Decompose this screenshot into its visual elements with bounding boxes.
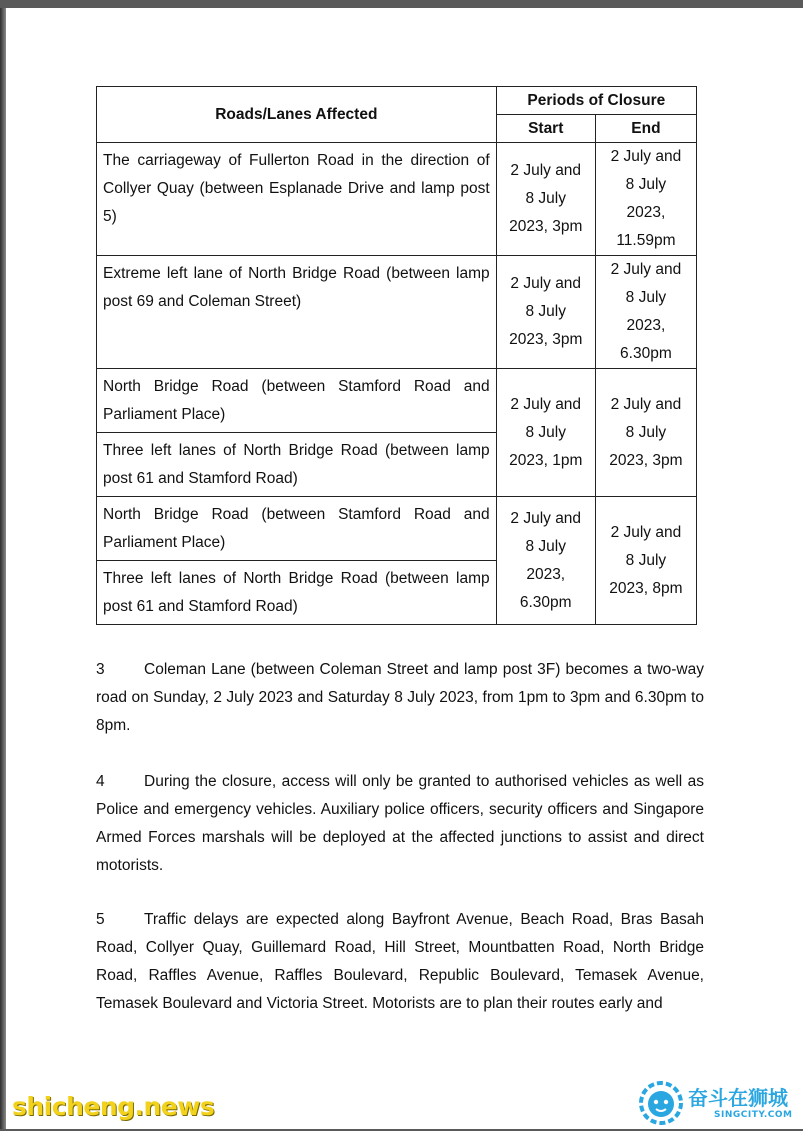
table-row	[97, 369, 697, 433]
header-start: Start	[496, 115, 595, 143]
singcity-logo	[638, 1080, 800, 1126]
paragraph-text: Traffic delays are expected along Bayfront Avenue, Beach Road, Bras Basah Road, Collyer Quay, Guillemard Road, Hill Street, Mountbatten Road, North Bridge Road, Raffles Avenue, Raffles Boulevard, Republic Boulevard, Temasek Avenue, Temasek Boulevard and Victoria Street. Motorists are to plan their routes early and	[96, 911, 704, 1012]
end-line: 8 July	[625, 289, 667, 306]
start-line: 2 July and	[510, 509, 582, 527]
road-cell: Three left lanes of North Bridge Road (between lamp post 61 and Stamford Road)	[97, 433, 497, 497]
road-cell: Extreme left lane of North Bridge Road (between lamp post 69 and Coleman Street)	[97, 256, 497, 369]
start-line: 2023, 1pm	[509, 451, 583, 469]
table-row	[97, 256, 697, 369]
start-line: 2 July and	[510, 395, 582, 413]
end-line: 2 July and	[610, 395, 682, 413]
start-line: 2023,	[526, 565, 566, 583]
road-cell: North Bridge Road (between Stamford Road and Parliament Place)	[97, 369, 497, 433]
start-line: 8 July	[525, 303, 566, 320]
end-line: 2023, 3pm	[609, 451, 683, 469]
paragraph-number: 3	[96, 661, 105, 678]
paragraph-4	[96, 768, 704, 880]
road-cell: The carriageway of Fullerton Road in the direction of Collyer Quay (between Esplanade Drive and lamp post 5)	[97, 143, 497, 256]
end-line: 6.30pm	[620, 345, 672, 362]
paragraph-number: 4	[96, 773, 105, 790]
header-roads-affected: Roads/Lanes Affected	[97, 87, 497, 143]
table-row	[97, 143, 697, 256]
end-cell	[595, 497, 696, 625]
start-line: 2023, 3pm	[509, 218, 583, 235]
end-line: 2023, 8pm	[609, 579, 683, 597]
watermark-shicheng: shicheng.news	[12, 1092, 215, 1121]
paragraph-text: Coleman Lane (between Coleman Street and lamp post 3F) becomes a two-way road on Sunday, 2 July 2023 and Saturday 8 July 2023, from 1pm to 3pm and 6.30pm to 8pm.	[96, 661, 704, 734]
logo-text-chinese: 奋斗在狮城	[688, 1086, 788, 1110]
paragraph-5	[96, 906, 704, 1018]
start-line: 2023, 3pm	[509, 331, 583, 348]
road-cell: Three left lanes of North Bridge Road (between lamp post 61 and Stamford Road)	[97, 561, 497, 625]
header-end: End	[595, 115, 696, 143]
end-line: 2 July and	[610, 523, 682, 541]
end-line: 2023,	[626, 204, 666, 221]
paragraph-number: 5	[96, 911, 105, 928]
start-line: 6.30pm	[519, 593, 572, 611]
start-cell	[496, 256, 595, 369]
end-cell	[595, 256, 696, 369]
road-cell: North Bridge Road (between Stamford Road and Parliament Place)	[97, 497, 497, 561]
start-line: 2 July and	[510, 275, 582, 292]
paragraph-text: During the closure, access will only be granted to authorised vehicles as well as Police and emergency vehicles. Auxiliary police officers, security officers and Singapore Armed Forces marshals will be deployed at the affected junctions to assist and direct motorists.	[96, 773, 704, 874]
start-cell	[496, 497, 595, 625]
end-line: 8 July	[625, 423, 667, 441]
end-line: 8 July	[625, 176, 667, 193]
start-line: 8 July	[525, 190, 566, 207]
start-line: 8 July	[525, 537, 566, 555]
end-line: 2023,	[626, 317, 666, 334]
start-cell	[496, 369, 595, 497]
end-cell	[595, 369, 696, 497]
start-line: 2 July and	[510, 162, 582, 179]
start-cell	[496, 143, 595, 256]
end-cell	[595, 143, 696, 256]
table-row	[97, 497, 697, 561]
road-closure-table	[96, 86, 697, 625]
start-line: 8 July	[525, 423, 566, 441]
header-periods-of-closure: Periods of Closure	[496, 87, 696, 115]
end-line: 2 July and	[610, 261, 682, 278]
end-line: 8 July	[625, 551, 667, 569]
lion-head-icon	[638, 1080, 684, 1126]
end-line: 11.59pm	[616, 232, 676, 249]
end-line: 2 July and	[610, 148, 682, 165]
paragraph-3	[96, 656, 704, 740]
logo-text-english: SINGCITY.COM	[714, 1110, 793, 1120]
